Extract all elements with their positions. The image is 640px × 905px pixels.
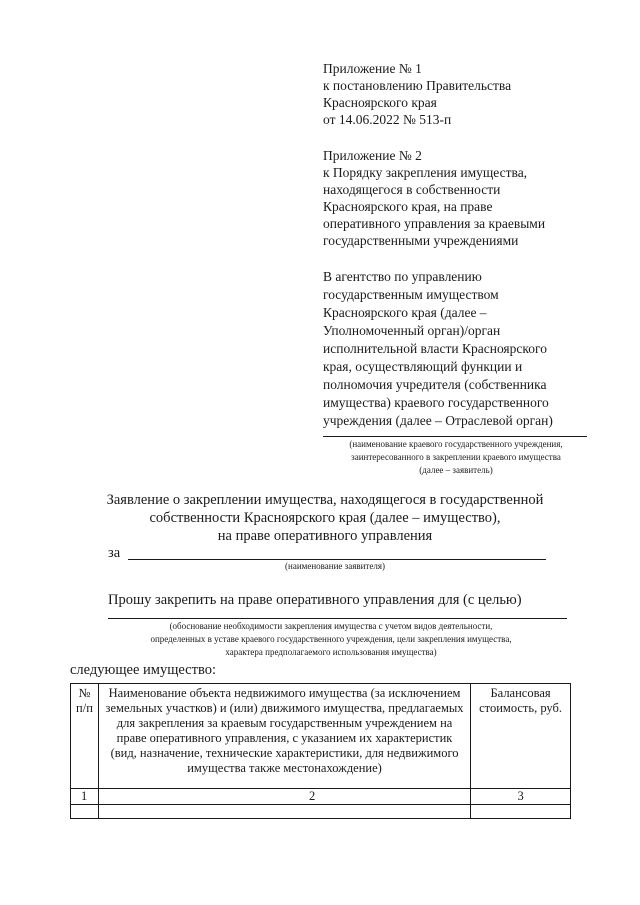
document-title bbox=[40, 491, 610, 545]
appendix-1-line: Приложение № 1 bbox=[323, 61, 422, 76]
appendix-1-block bbox=[323, 60, 623, 128]
table-header-row bbox=[71, 684, 571, 789]
appendix-1-line: к постановлению Правительства bbox=[323, 78, 512, 93]
col-value-index: 3 bbox=[471, 789, 571, 805]
appendix-1-line: от 14.06.2022 № 513-п bbox=[323, 112, 452, 127]
title-line: Заявление о закреплении имущества, находящегося в государственной bbox=[106, 492, 544, 508]
title-line: на праве оперативного управления bbox=[217, 528, 433, 544]
col-number-index: 1 bbox=[71, 789, 99, 805]
table-cell[interactable] bbox=[71, 805, 99, 819]
col-number-header: № п/п bbox=[71, 684, 99, 789]
addressee-line: Уполномоченный орган)/орган bbox=[323, 323, 501, 338]
za-label: за bbox=[108, 545, 121, 561]
appendix-2-line: к Порядку закрепления имущества, bbox=[323, 165, 528, 180]
property-table bbox=[70, 683, 571, 819]
addressee-line: учреждения (далее – Отраслевой орган) bbox=[323, 413, 553, 428]
col-value-header: Балансовая стоимость, руб. bbox=[471, 684, 571, 789]
appendix-1-line: Красноярского края bbox=[323, 95, 437, 110]
addressee-line: края, осуществляющий функции и bbox=[323, 359, 523, 374]
za-note: (наименование заявителя) bbox=[285, 561, 385, 571]
purpose-note-line: (обоснование необходимости закрепления имущества с учетом видов деятельности, bbox=[169, 621, 493, 631]
addressee-block bbox=[323, 268, 598, 430]
addressee-line: государственным имуществом bbox=[323, 287, 499, 302]
addressee-line: полномочия учредителя (собственника bbox=[323, 377, 547, 392]
purpose-note bbox=[70, 620, 592, 659]
addressee-line: Красноярского края (далее – bbox=[323, 305, 487, 320]
addressee-line: имущества) краевого государственного bbox=[323, 395, 549, 410]
table-row bbox=[71, 805, 571, 819]
following-text: следующее имущество: bbox=[70, 662, 216, 678]
request-text: Прошу закрепить на праве оперативного управления для (с целью) bbox=[108, 592, 522, 608]
appendix-2-line: государственными учреждениями bbox=[323, 233, 519, 248]
appendix-2-line: находящегося в собственности bbox=[323, 182, 501, 197]
appendix-2-line: Приложение № 2 bbox=[323, 148, 422, 163]
addressee-line: исполнительной власти Красноярского bbox=[323, 341, 547, 356]
applicant-note-line: (наименование краевого государственного учреждения, bbox=[349, 439, 563, 449]
table-cell[interactable] bbox=[471, 805, 571, 819]
addressee-line: В агентство по управлению bbox=[323, 269, 482, 284]
title-line: собственности Красноярского края (далее – имущество), bbox=[149, 510, 501, 526]
applicant-note bbox=[310, 438, 602, 477]
appendix-2-line: оперативного управления за краевыми bbox=[323, 216, 546, 231]
applicant-note-line: (далее – заявитель) bbox=[419, 465, 493, 475]
col-name-index: 2 bbox=[98, 789, 470, 805]
appendix-2-line: Красноярского края, на праве bbox=[323, 199, 493, 214]
purpose-note-line: определенных в уставе краевого государственного учреждения, цели закрепления имущества, bbox=[150, 634, 512, 644]
table-numbering-row bbox=[71, 789, 571, 805]
applicant-note-line: заинтересованного в закреплении краевого имущества bbox=[351, 452, 561, 462]
table-cell[interactable] bbox=[98, 805, 470, 819]
applicant-fill-line[interactable] bbox=[323, 436, 587, 437]
appendix-2-block bbox=[323, 147, 623, 249]
col-name-header: Наименование объекта недвижимого имущества (за исключением земельных участков) и (или) движимого имущества, предлагаемых для закрепления за краевым государственным учреждением на праве оперативного управления, с указанием их характеристик (вид, назначение, технические характеристики, для недвижимого имущества также местонахождение) bbox=[98, 684, 470, 789]
purpose-note-line: характера предполагаемого использования имущества) bbox=[225, 647, 437, 657]
purpose-fill-line[interactable] bbox=[108, 618, 567, 619]
